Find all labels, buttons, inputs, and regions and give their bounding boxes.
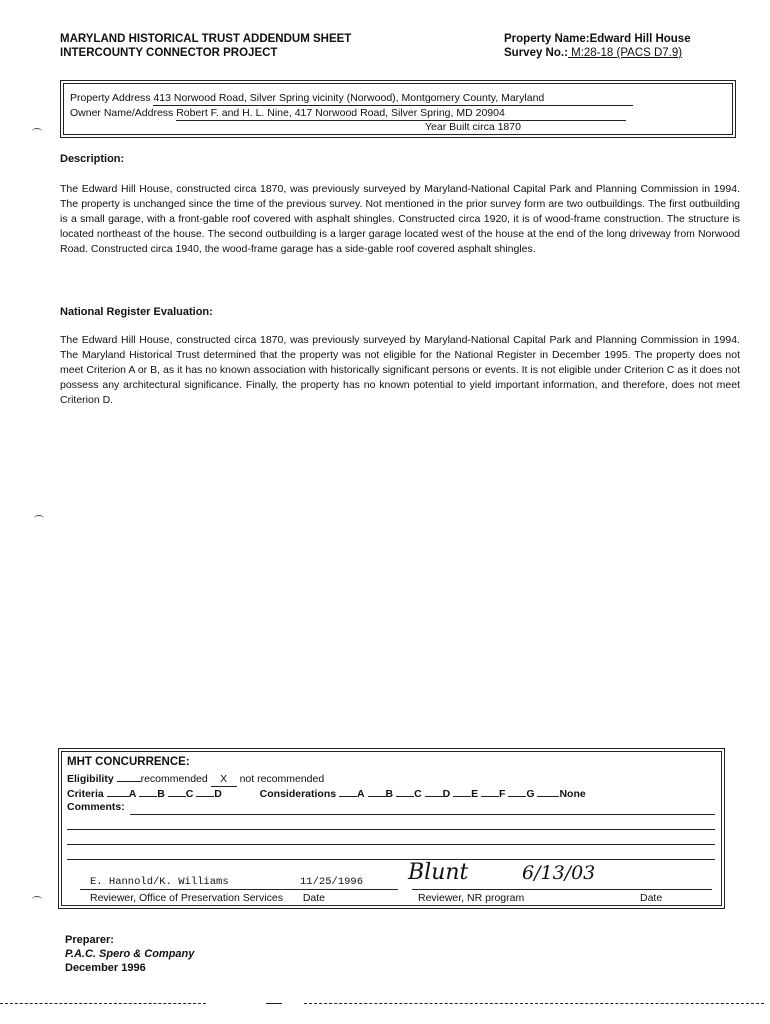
criteria-row: Criteria A B C D Considerations A B C D E F G None xyxy=(67,788,586,800)
description-text: The Edward Hill House, constructed circa 1870, was previously surveyed by Maryland-National Capital Park and Planning Commission in 1994. The property is unchanged since the time of the previous survey. Not mentioned in the prior survey form are two outbuildings. The first outbuilding is a small garage, with a front-gable roof covered with asphalt shingles. Constructed circa 1920, it is of wood-frame construction. The structure is located northeast of the house. The second outbuilding is a larger garage located west of the house at the end of the long driveway from Norwood Road. Constructed circa 1940, the wood-frame garage has a side-gable roof covered asphalt shingles. xyxy=(60,183,740,255)
owner-line: Owner Name/Address Robert F. and H. L. Nine, 417 Norwood Road, Silver Spring, MD 20904 xyxy=(70,107,626,121)
comments-line-2 xyxy=(67,829,715,830)
evaluation-heading: National Register Evaluation: xyxy=(60,306,213,318)
comments-label: Comments: xyxy=(67,801,125,813)
scan-edge-line xyxy=(304,1003,764,1004)
preparer-date: December 1996 xyxy=(65,962,146,974)
nr-date-label: Date xyxy=(640,892,663,904)
concurrence-heading: MHT CONCURRENCE: xyxy=(67,756,190,768)
binder-hole-mark xyxy=(32,128,42,135)
reviewer-signature-line xyxy=(80,889,398,890)
nr-reviewer-label: Reviewer, NR program xyxy=(418,892,525,904)
reviewer-date: 11/25/1996 xyxy=(300,876,364,888)
nr-signature-line xyxy=(412,889,712,890)
scan-edge-line xyxy=(266,1003,282,1004)
description-heading: Description: xyxy=(60,153,125,165)
binder-hole-mark xyxy=(34,515,44,522)
scan-edge-line xyxy=(0,1003,206,1004)
property-id-block xyxy=(504,32,691,60)
eligibility-row: Eligibility recommended X not recommended xyxy=(67,773,325,785)
property-name: Property Name:Edward Hill House xyxy=(504,33,691,45)
binder-hole-mark xyxy=(32,896,42,903)
sheet-title-line1: MARYLAND HISTORICAL TRUST ADDENDUM SHEET xyxy=(60,33,352,45)
reviewer-name: E. Hannold/K. Williams xyxy=(90,876,229,888)
sheet-title xyxy=(60,32,351,60)
survey-number: Survey No.: M:28-18 (PACS D7.9) xyxy=(504,47,683,59)
comments-line-4 xyxy=(67,859,715,860)
nr-reviewer-signature: Blunt xyxy=(408,860,469,885)
preparer-block xyxy=(65,933,194,975)
sheet-title-line2: INTERCOUNTY CONNECTOR PROJECT xyxy=(60,47,278,59)
reviewer-office-label: Reviewer, Office of Preservation Services Date xyxy=(90,892,325,904)
year-built-value: circa 1870 xyxy=(472,121,537,135)
preparer-label: Preparer: xyxy=(65,934,114,946)
property-address-value: 413 Norwood Road, Silver Spring vicinity (Norwood), Montgomery County, Maryland xyxy=(153,92,633,106)
not-recommended-check: X xyxy=(211,773,237,787)
owner-value: Robert F. and H. L. Nine, 417 Norwood Road, Silver Spring, MD 20904 xyxy=(176,107,626,121)
property-info-box xyxy=(60,80,736,138)
year-built-line: Year Built circa 1870 xyxy=(425,121,537,135)
preparer-name: P.A.C. Spero & Company xyxy=(65,948,195,960)
evaluation-text: The Edward Hill House, constructed circa 1870, was previously surveyed by Maryland-National Capital Park and Planning Commission in 1994. The Maryland Historical Trust determined that the property was not eligible for the National Register in December 1995. The property does not meet Criterion A or B, as it has no known association with historically significant persons or events. It is not eligible under Criterion C as it does not possess any architectural significance. Finally, the property has no known potential to yield important information, and therefore, does not meet Criterion D. xyxy=(60,334,740,406)
comments-line-3 xyxy=(67,844,715,845)
comments-line-1 xyxy=(130,814,715,815)
nr-reviewer-signature-date: 6/13/03 xyxy=(522,862,596,884)
property-address-line: Property Address 413 Norwood Road, Silver Spring vicinity (Norwood), Montgomery County, Maryland xyxy=(70,92,633,106)
